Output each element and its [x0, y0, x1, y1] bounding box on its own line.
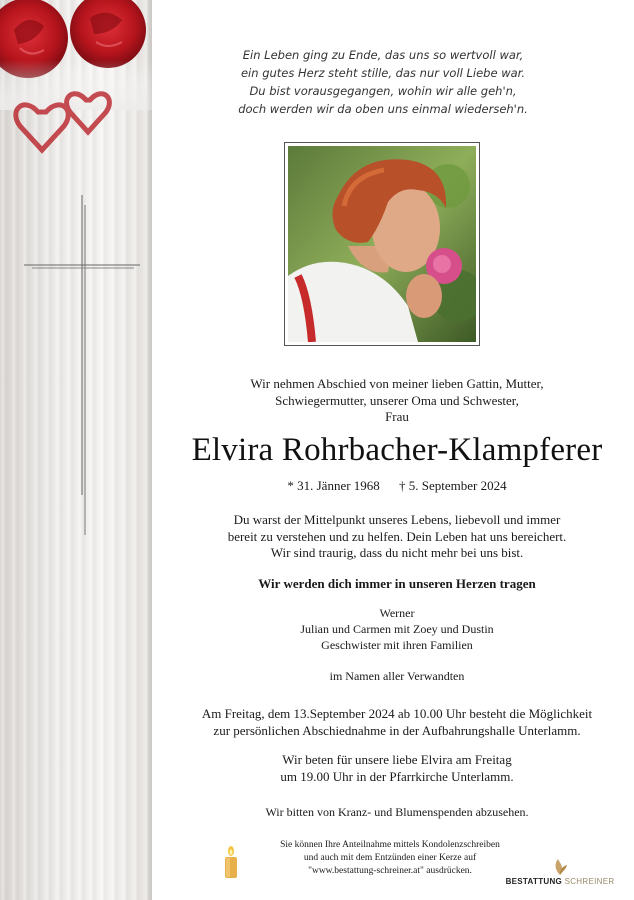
birth-date: * 31. Jänner 1968	[287, 478, 380, 493]
band-edge-shadow	[146, 0, 152, 900]
roses-hearts-decoration	[0, 0, 152, 170]
logo-wordmark	[505, 877, 615, 886]
prayer-info: Wir beten für unsere liebe Elvira am Freitag um 19.00 Uhr in der Pfarrkirche Unterlamm.	[280, 752, 514, 784]
motto-text: Wir werden dich immer in unseren Herzen tragen	[258, 576, 536, 591]
mourners-list	[160, 605, 634, 653]
decorative-side-band	[0, 0, 152, 900]
leaf-logo-icon	[551, 858, 569, 876]
intro-text: Wir nehmen Abschied von meiner lieben Gattin, Mutter, Schwiegermutter, unserer Oma und Schwester, Frau	[250, 376, 544, 424]
deceased-name: Elvira Rohrbacher-Klampferer	[191, 432, 603, 468]
mourner-line: Geschwister mit ihren Familien	[321, 638, 473, 652]
relatives-text: im Namen aller Verwandten	[329, 669, 465, 683]
memorial-verse: Ein Leben ging zu Ende, das uns so wertvoll war, ein gutes Herz steht stille, das nur voll Liebe war. Du bist vorausgegangen, wohin wir alle geh'n, doch werden wir da oben uns einmal wiederseh'n.	[238, 48, 528, 116]
logo-word-schreiner: SCHREINER	[564, 877, 615, 886]
portrait-image	[288, 146, 476, 342]
funeral-home-logo	[505, 858, 615, 898]
life-dates	[160, 478, 634, 494]
mourner-line: Julian und Carmen mit Zoey und Dustin	[300, 622, 494, 636]
cross-icon	[24, 195, 140, 535]
death-date: † 5. September 2024	[399, 478, 507, 493]
tribute-text: Du warst der Mittelpunkt unseres Lebens, liebevoll und immer bereit zu verstehen und zu helfen. Dein Leben hat uns bereichert. Wir sind traurig, dass du nicht mehr bei uns bist.	[227, 512, 567, 560]
flowers-note: Wir bitten von Kranz- und Blumenspenden abzusehen.	[265, 805, 529, 819]
condolence-note: Sie können Ihre Anteilnahme mittels Kondolenzschreiben und auch mit dem Entzünden einer Kerze auf "www.bestattung-schreiner.at" ausdrücken.	[280, 840, 500, 876]
mourner-line: Werner	[379, 606, 415, 620]
portrait-photo	[284, 142, 480, 346]
candle-icon	[223, 845, 239, 879]
farewell-info: Am Freitag, dem 13.September 2024 ab 10.00 Uhr besteht die Möglichkeit zur persönlichen Abschiednahme in der Aufbahrungshalle Unterlamm.	[201, 706, 593, 738]
logo-word-bestattung: BESTATTUNG	[505, 877, 563, 886]
